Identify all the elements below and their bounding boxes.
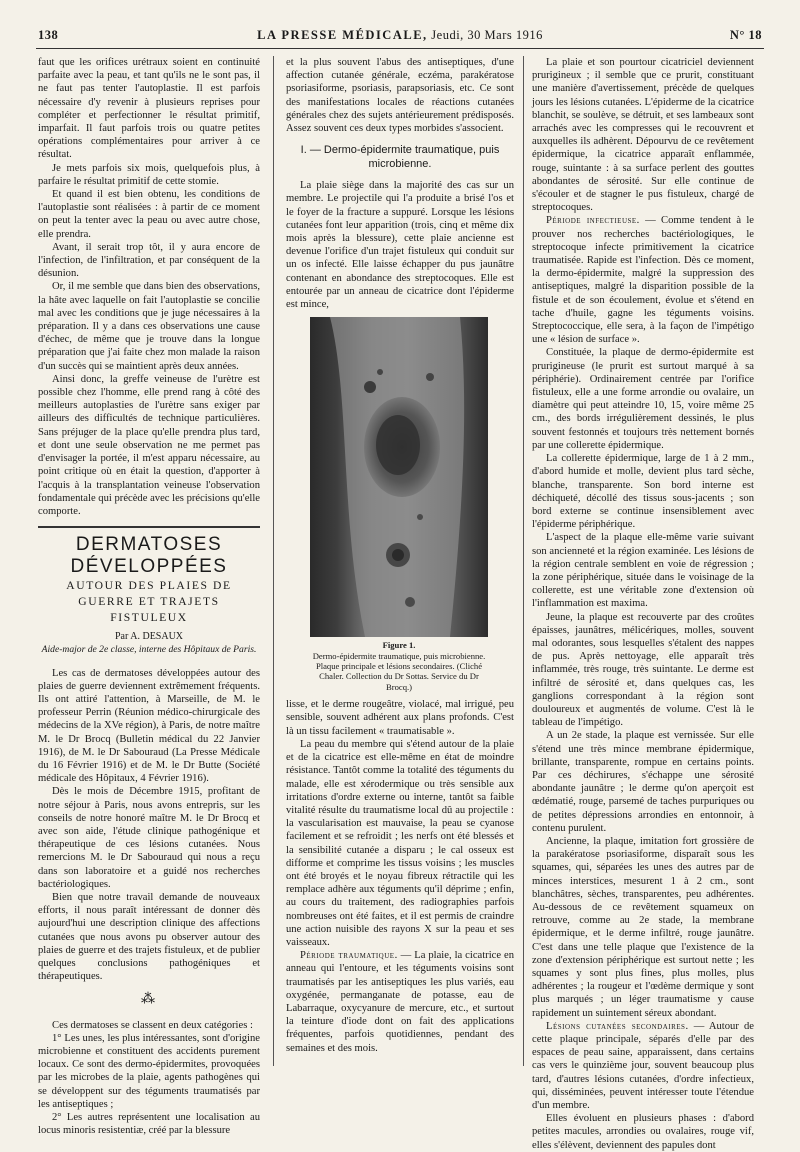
article-subtitle: AUTOUR DES PLAIES DE GUERRE ET TRAJETS FISTULEUX xyxy=(66,579,232,625)
figure-description: Dermo-épidermite traumatique, puis microbienne. Plaque principale et lésions secondaires. (Cliché Chaler. Collection du Dr Sottas. Service du Dr Brocq.) xyxy=(312,650,486,692)
paragraph: Les cas de dermatoses développées autour des plaies de guerre deviennent extrêmement fréquents. Ils ont attiré l'attention, à Marseille, de M. le professeur Perrin (Réunion médico-chirurgicale des médecins de la XVe région), à Paris, de notre maître M. le Dr Brocq (Bulletin médical du 22 Janvier 1916), de M. le Dr Sabouraud (La Presse Médicale du 16 Février 1916) et de M. le Dr Butte (Société médicale des Hôpitaux, 4 Février 1916). xyxy=(38,667,260,785)
paragraph: 1° Les unes, les plus intéressantes, sont d'origine microbienne et constituent des accidents purement locaux. Ce sont des dermo-épidermites, provoquées par les microbes de la plaie, agents pathogènes qui se développent sur des téguments traumatisés par les antiseptiques ; xyxy=(38,1032,260,1110)
paragraph: Ces dermatoses se classent en deux catégories : xyxy=(52,1019,253,1031)
paragraph: Constituée, la plaque de dermo-épidermite est prurigineuse (le prurit est surtout marqué à sa périphérie). Ordinairement centrée par l'orifice fistuleux, elle a une forme arrondie ou ovalaire, un diamètre qui peut atteindre 10, 15, voire même 25 cm., des bords irrégulièrement dessinés, le plus souvent festonnés et toujours très nettement bornés par une collerette épidermique. xyxy=(532,347,754,451)
paragraph: La collerette épidermique, large de 1 à 2 mm., d'abord humide et molle, devient plus tard sèche, blanche, transparente. Son bord interne est déchiqueté, décollé des tissus sous-jacents ; son bord externe se continue insensiblement avec l'épiderme périphérique. xyxy=(532,453,754,531)
paragraph: A un 2e stade, la plaque est vernissée. Sur elle s'étend une très mince membrane épidermique, brillante, transparente, rompue en certains points. Par ces déchirures, s'échappe une sérosité abondante jaunâtre ; le derme qu'on aperçoit est œdématié, rouge, parsemé de taches purpuriques ou de petites dépressions arrondies en entonnoir, à contenu purulent. xyxy=(532,730,754,834)
run-in-heading: Lésions cutanées secondaires. xyxy=(546,1020,689,1032)
paragraph: La peau du membre qui s'étend autour de la plaie et de la cicatrice est elle-même en état de moindre résistance. Tantôt comme la totalité des téguments du malade, elle est xérodermique ou très sensible aux irritations d'ordre externe ou interne, tantôt sa faible vitalité résulte du traumatisme local dû au projectile : la vascularisation est mauvaise, la peau se cyanose facilement et se refroidit ; les nerfs ont été blessés et la sensibilité cutanée a disparu ; le cal osseux est difforme et comprime les tissus voisins ; les muscles ont été broyés et le noyau fibreux rétractile qui les remplace adhère aux téguments qu'il déprime ; enfin, au cours du traitement, des radiographies parfois nombreuses ont été faites, et il est permis de craindre une action nuisible des rayons X sur la peau et ses vaisseaux. xyxy=(286,738,514,948)
asterism-divider: ⁂ xyxy=(141,992,157,1008)
paragraph: Dès le mois de Décembre 1915, profitant de notre séjour à Paris, nous avons entrepris, sur les conseils de notre honoré maître M. le Dr Brocq et avec son aide, l'étude clinique pathogénique et thérapeutique de ces lésions cutanées. Nous remercions M. le Dr Sabouraud qui nous a reçu dans son laboratoire et a guidé nos recherches bactériologiques. xyxy=(38,786,260,890)
paragraph: lisse, et le derme rougeâtre, violacé, mal irrigué, peu sensible, souvent adhérent aux plans profonds. C'est là un tissu facilement « traumatisable ». xyxy=(286,699,514,737)
figure-title: Figure 1. xyxy=(382,640,416,651)
header-rule xyxy=(36,48,764,49)
paragraph: Bien que notre travail demande de nouveaux efforts, il nous paraît intéressant de donner dès aujourd'hui une description clinique des affections cutanées que nous avons pu observer autour des plaies de guerre et des trajets fistuleux, et de publier quelques conclusions pathogéniques et thérapeutiques. xyxy=(38,891,260,983)
paragraph: Je mets parfois six mois, quelquefois plus, à parfaire le résultat primitif de cette stomie. xyxy=(38,162,260,187)
paragraph-text: — Comme tendent à le prouver nos recherches bactériologiques, le streptocoque infecte primitivement la cicatrice traumatisée. Rapide est l'infection. Dès ce moment, la dermo-épidermite, malgré la suppression des antiseptiques, malgré la disparition possible de la fistule et de son écoulement, évolue et s'étend en tache d'huile, gagne les téguments voisins. Streptococcique, elle sera, à la façon de l'impétigo une « lésion de surface ». xyxy=(532,215,754,346)
paragraph-text: — La plaie, la cicatrice en anneau qui l'entoure, et les téguments voisins sont traumatisés par les antiseptiques les plus variés, eau oxygénée, permanganate de potasse, eau de Labarraque, oxycyanure de mercure, etc., et surtout la teinture d'iode dont on fait des applications fréquentes, parfois quotidiennes, pendant des semaines et des mois. xyxy=(286,950,514,1054)
paragraph: Jeune, la plaque est recouverte par des croûtes épaisses, jaunâtres, mélicériques, molles, souvent mal odorantes, sous lesquelles s'étalent des nappes de pus. Après nettoyage, elle apparaît très inflammée, très rouge, très suintante. Le derme est infiltré de sérosité et, dans quelques cas, les ganglions correspondant à la région sont douloureux et augmentés de volume. C'est là le tableau de l'impétigo. xyxy=(532,611,754,729)
column-separator xyxy=(523,56,524,1066)
journal-title: LA PRESSE MÉDICALE, xyxy=(257,28,428,42)
paragraph: La plaie et son pourtour cicatriciel deviennent prurigineux ; il semble que ce prurit, constituant une manière d'avertissement, précède de quelques jours les lésions cutanées. L'épiderme de la cicatrice blanchit, se soulève, se détruit, et ses lambeaux sont arrachés avec les compresses qui le recouvrent et auxquelles ils adhèrent. Dépourvu de ce revêtement épidermique, la cicatrice apparaît enflammée, rouge, suintante : à sa surface perlent des gouttes abondantes de sérosité. Sur elle continue de s'écouler et de stagner le pus fistuleux, chargé de streptocoques. xyxy=(532,57,754,214)
column-2 xyxy=(286,56,514,1066)
article-author: Par A. DESAUX xyxy=(114,631,184,643)
paragraph: et la plus souvent l'abus des antiseptiques, d'une affection cutanée générale, eczéma, parakératose psoriasiforme, psoriasis, parapsoriasis, etc. Ce sont des manifestations locales de réactions cutanées générales chez des sujets antérieurement prédisposés. Assez souvent ces deux types morbides s'associent. xyxy=(286,57,514,135)
clinical-photograph xyxy=(310,317,488,637)
paragraph: Elles évoluent en plusieurs phases : d'abord petites macules, arrondies ou ovalaires, rouge vif, elles s'élèvent, deviennent des papules dont xyxy=(532,1113,754,1151)
page-number: 138 xyxy=(38,28,59,42)
paragraph: faut que les orifices urétraux soient en continuité parfaite avec la peau, et tant qu'ils ne le sont pas, il ne faut pas tenter l'autoplastie. Il est parfois nécessaire d'y revenir à plusieurs reprises pour compléter et perfectionner le résultat primitif, imparfait. Il faut parfois trois ou quatre petites opérations complémentaires pour arriver à ce résultat. xyxy=(38,57,260,161)
issue-date: Jeudi, 30 Mars 1916 xyxy=(431,28,543,42)
paragraph-text: — Autour de cette plaque principale, séparés d'elle par des espaces de peau saine, apparaissent, dans certains cas vers le quinzième jour, souvent beaucoup plus tard, d'autres lésions cutanées, d'ordre infectieux, qui, disséminées, peuvent intéresser toute l'étendue d'un membre. xyxy=(532,1020,754,1112)
photo-illustration xyxy=(310,317,488,637)
paragraph: Ainsi donc, la greffe veineuse de l'urètre est possible chez l'homme, elle prend rang à côté des meilleurs autoplasties de l'urètre sans exiger par ailleurs des difficultés de technique particulières. Sans préjuger de la place qu'elle prendra plus tard, et dont une seule observation ne me permet pas d'envisager la portée, il m'est apparu nécessaire, au point critique où en était la question, d'apporter à l'acquis à la transplantation veineuse l'observation fondamentale qui précède avec les précisions qu'elle comporte. xyxy=(38,373,260,517)
paragraph xyxy=(532,214,754,346)
run-in-heading: Période traumatique. xyxy=(300,950,398,962)
paragraph: 2° Les autres représentent une localisation au locus minoris resistentiæ, créé par la blessure xyxy=(38,1112,260,1137)
page-header xyxy=(38,28,762,50)
article-title: DERMATOSES DÉVELOPPÉES xyxy=(70,534,228,578)
paragraph xyxy=(532,1020,754,1112)
figure-caption xyxy=(310,640,488,692)
column-1 xyxy=(38,56,260,1137)
section-heading: I. — Dermo-épidermite traumatique, puis microbienne. xyxy=(300,144,500,171)
paragraph: Avant, il serait trop tôt, il y aura encore de l'infection, de l'infiltration, et par conséquent de la désunion. xyxy=(38,241,260,280)
journal-title-line xyxy=(38,28,762,43)
article-heading xyxy=(38,526,260,656)
paragraph: Or, il me semble que dans bien des observations, la hâte avec laquelle on fait l'autoplastie se concilie mal avec les conditions que je juge nécessaires à la préparation. Il y a dans ces observations une cause d'échec, de même que je trouve dans la longue préparation que j'ai faite chez mon malade la raison d'un succès qui se maintient après deux années. xyxy=(38,281,260,372)
run-in-heading: Période infectieuse. xyxy=(546,215,640,227)
figure xyxy=(310,317,488,692)
column-separator xyxy=(273,56,274,1066)
column-3 xyxy=(532,56,754,1151)
author-affiliation: Aide-major de 2e classe, interne des Hôpitaux de Paris. xyxy=(41,644,257,656)
issue-number: N° 18 xyxy=(729,28,762,42)
paragraph: L'aspect de la plaque elle-même varie suivant son ancienneté et la région examinée. Les lésions de la région centrale semblent en voie de régression ; la zone périphérique, située dans le voisinage de la collerette, est une véritable zone d'extension où l'inflammation est maxima. xyxy=(532,532,754,610)
paragraph: Et quand il est bien obtenu, les conditions de l'autoplastie sont réalisées : à partir de ce moment on peut la tenter avec la peau ou avec autre chose, elle prendra. xyxy=(38,189,260,240)
paragraph xyxy=(286,949,514,1055)
paragraph: Ancienne, la plaque, imitation fort grossière de la parakératose psoriasiforme, disparaît sous les squames, qui, séparées les unes des autres par de minces interstices, mesurent 1 à 2 cm., sont blanchâtres, sèches, transparentes, peu adhérentes. Au-dessous de ce revêtement squameux on retrouve, comme au 2e stade, la membrane épidermique, et le derme infiltré, rouge jaunâtre. C'est dans une telle plaque que l'existence de la zone d'extension périphérique est surtout nette ; les squames y sont plus fines, plus molles, plus adhérentes ; la rougeur et l'œdème dermique y sont plus marqués ; un léger traumatisme y cause rapidement un suintement séreux abondant. xyxy=(532,835,754,1019)
paragraph: La plaie siège dans la majorité des cas sur un membre. Le projectile qui l'a produite a brisé l'os et le foyer de la fracture a suppuré. Lorsque les lésions cutanées font leur apparition (trois, cinq et même dix mois après la blessure), cette plaie ancienne est devenue l'orifice d'un trajet fistuleux qui conduit sur un os infecté. Elle laisse échapper du pus jaunâtre contenant en abondance des streptocoques. Elle est entourée par un anneau de cicatrice dont l'épiderme est mince, xyxy=(286,180,514,311)
